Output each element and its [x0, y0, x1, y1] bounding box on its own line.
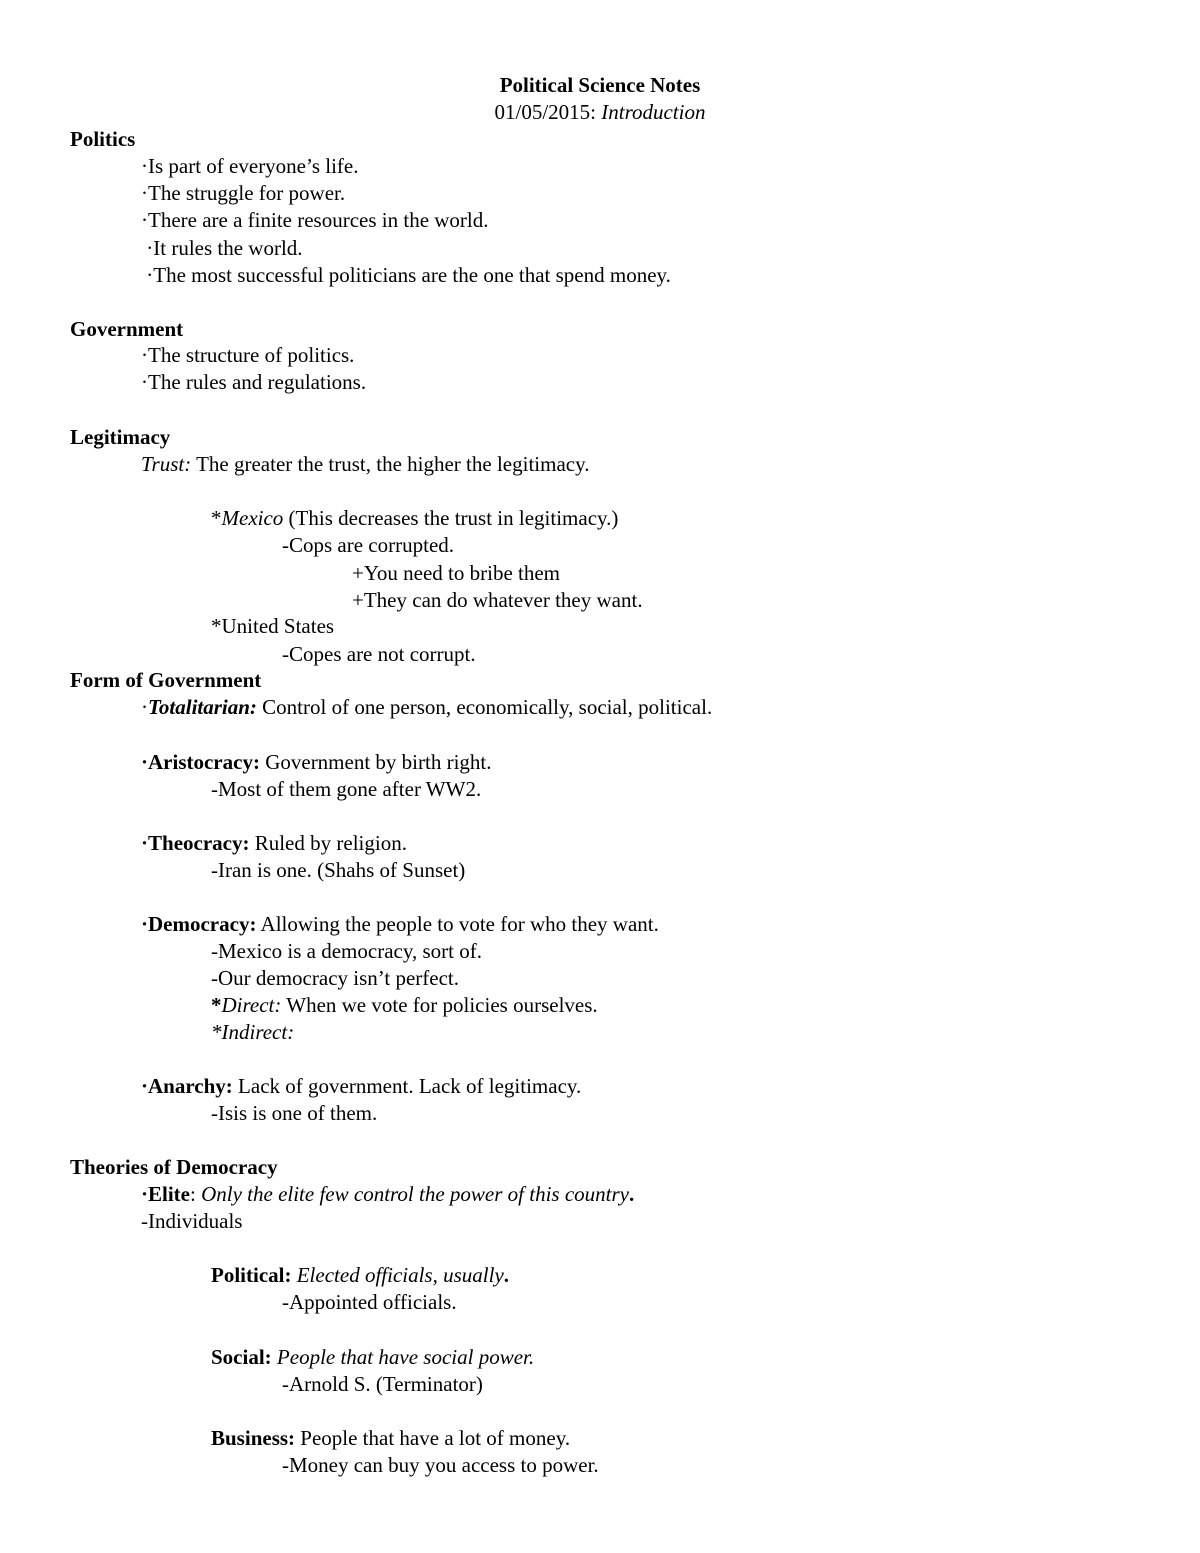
politics-item: ·There are a finite resources in the world.: [141, 208, 489, 232]
section-heading-legitimacy: Legitimacy: [70, 425, 171, 449]
mexico-term: Mexico: [221, 506, 284, 530]
anarchy-term: ·Anarchy:: [141, 1074, 233, 1098]
government-item: ·The rules and regulations.: [141, 370, 367, 394]
aristocracy-text: Government by birth right.: [259, 750, 492, 774]
direct-text: When we vote for policies ourselves.: [281, 993, 598, 1017]
section-heading-forms: Form of Government: [70, 668, 262, 692]
section-heading-theories: Theories of Democracy: [70, 1155, 278, 1179]
democracy-text: Allowing the people to vote for who they want.: [256, 912, 659, 936]
form-theocracy: [141, 830, 407, 857]
democracy-term: ·Democracy:: [141, 912, 257, 936]
theocracy-sub-item: -Iran is one. (Shahs of Sunset): [211, 858, 466, 882]
business-text: People that have a lot of money.: [295, 1426, 571, 1450]
democracy-sub-item: -Our democracy isn’t perfect.: [211, 966, 460, 990]
government-item: ·The structure of politics.: [141, 343, 355, 367]
elite-text: Only the elite few control the power of this country: [201, 1182, 629, 1206]
elite-political: [211, 1262, 509, 1289]
direct-term: Direct:: [221, 993, 282, 1017]
anarchy-sub-item: -Isis is one of them.: [211, 1101, 378, 1125]
social-text: People that have social power.: [271, 1345, 535, 1369]
elite-period: .: [629, 1182, 635, 1206]
aristocracy-sub-item: -Most of them gone after WW2.: [211, 777, 482, 801]
mexico-detail-item: +They can do whatever they want.: [352, 588, 643, 612]
elite-colon: :: [190, 1182, 202, 1206]
note-date: 01/05/2015: [494, 100, 591, 124]
page-subtitle: [0, 99, 1200, 126]
trust-term: Trust:: [141, 452, 192, 476]
example-united-states: *United States: [211, 614, 335, 638]
bullet-star: *: [211, 506, 222, 530]
social-sub-item: -Arnold S. (Terminator): [282, 1372, 483, 1396]
theocracy-term: ·Theocracy:: [141, 831, 250, 855]
totalitarian-term: Totalitarian:: [148, 695, 257, 719]
political-period: .: [503, 1263, 510, 1287]
democracy-indirect: *Indirect:: [211, 1020, 295, 1044]
democracy-direct: [211, 992, 598, 1019]
aristocracy-term: ·Aristocracy:: [141, 750, 260, 774]
politics-item: ·Is part of everyone’s life.: [141, 154, 359, 178]
note-topic: Introduction: [601, 100, 706, 124]
form-aristocracy: [141, 749, 492, 776]
us-sub-item: -Copes are not corrupt.: [282, 642, 476, 666]
elite-social: [211, 1344, 534, 1371]
anarchy-text: Lack of government. Lack of legitimacy.: [232, 1074, 582, 1098]
elite-business: [211, 1425, 570, 1452]
date-separator: :: [590, 100, 602, 124]
business-sub-item: -Money can buy you access to power.: [282, 1453, 599, 1477]
section-heading-politics: Politics: [70, 127, 136, 151]
bullet-star: *: [211, 993, 222, 1017]
politics-item: ·It rules the world.: [141, 236, 303, 260]
social-term: Social:: [211, 1345, 272, 1369]
legitimacy-trust: [141, 451, 589, 478]
theory-elite: [141, 1181, 634, 1208]
trust-text: The greater the trust, the higher the legitimacy.: [191, 452, 590, 476]
example-mexico: [211, 505, 618, 532]
mexico-sub-item: -Cops are corrupted.: [282, 533, 455, 557]
business-term: Business:: [211, 1426, 296, 1450]
form-democracy: [141, 911, 659, 938]
form-totalitarian: [141, 694, 712, 721]
page-title: Political Science Notes: [499, 73, 701, 97]
political-sub-item: -Appointed officials.: [282, 1290, 457, 1314]
political-term: Political:: [211, 1263, 292, 1287]
elite-term: ·Elite: [141, 1182, 190, 1206]
bullet-dot: ·: [141, 695, 148, 719]
political-text: Elected officials, usually: [291, 1263, 504, 1287]
politics-item: ·The struggle for power.: [141, 181, 346, 205]
elite-individuals: -Individuals: [141, 1209, 243, 1233]
totalitarian-text: Control of one person, economically, social, political.: [256, 695, 713, 719]
form-anarchy: [141, 1073, 581, 1100]
democracy-sub-item: -Mexico is a democracy, sort of.: [211, 939, 482, 963]
section-heading-government: Government: [70, 317, 184, 341]
mexico-detail-item: +You need to bribe them: [352, 561, 561, 585]
politics-item: ·The most successful politicians are the one that spend money.: [141, 263, 671, 287]
theocracy-text: Ruled by religion.: [249, 831, 407, 855]
mexico-text: (This decreases the trust in legitimacy.): [283, 506, 619, 530]
